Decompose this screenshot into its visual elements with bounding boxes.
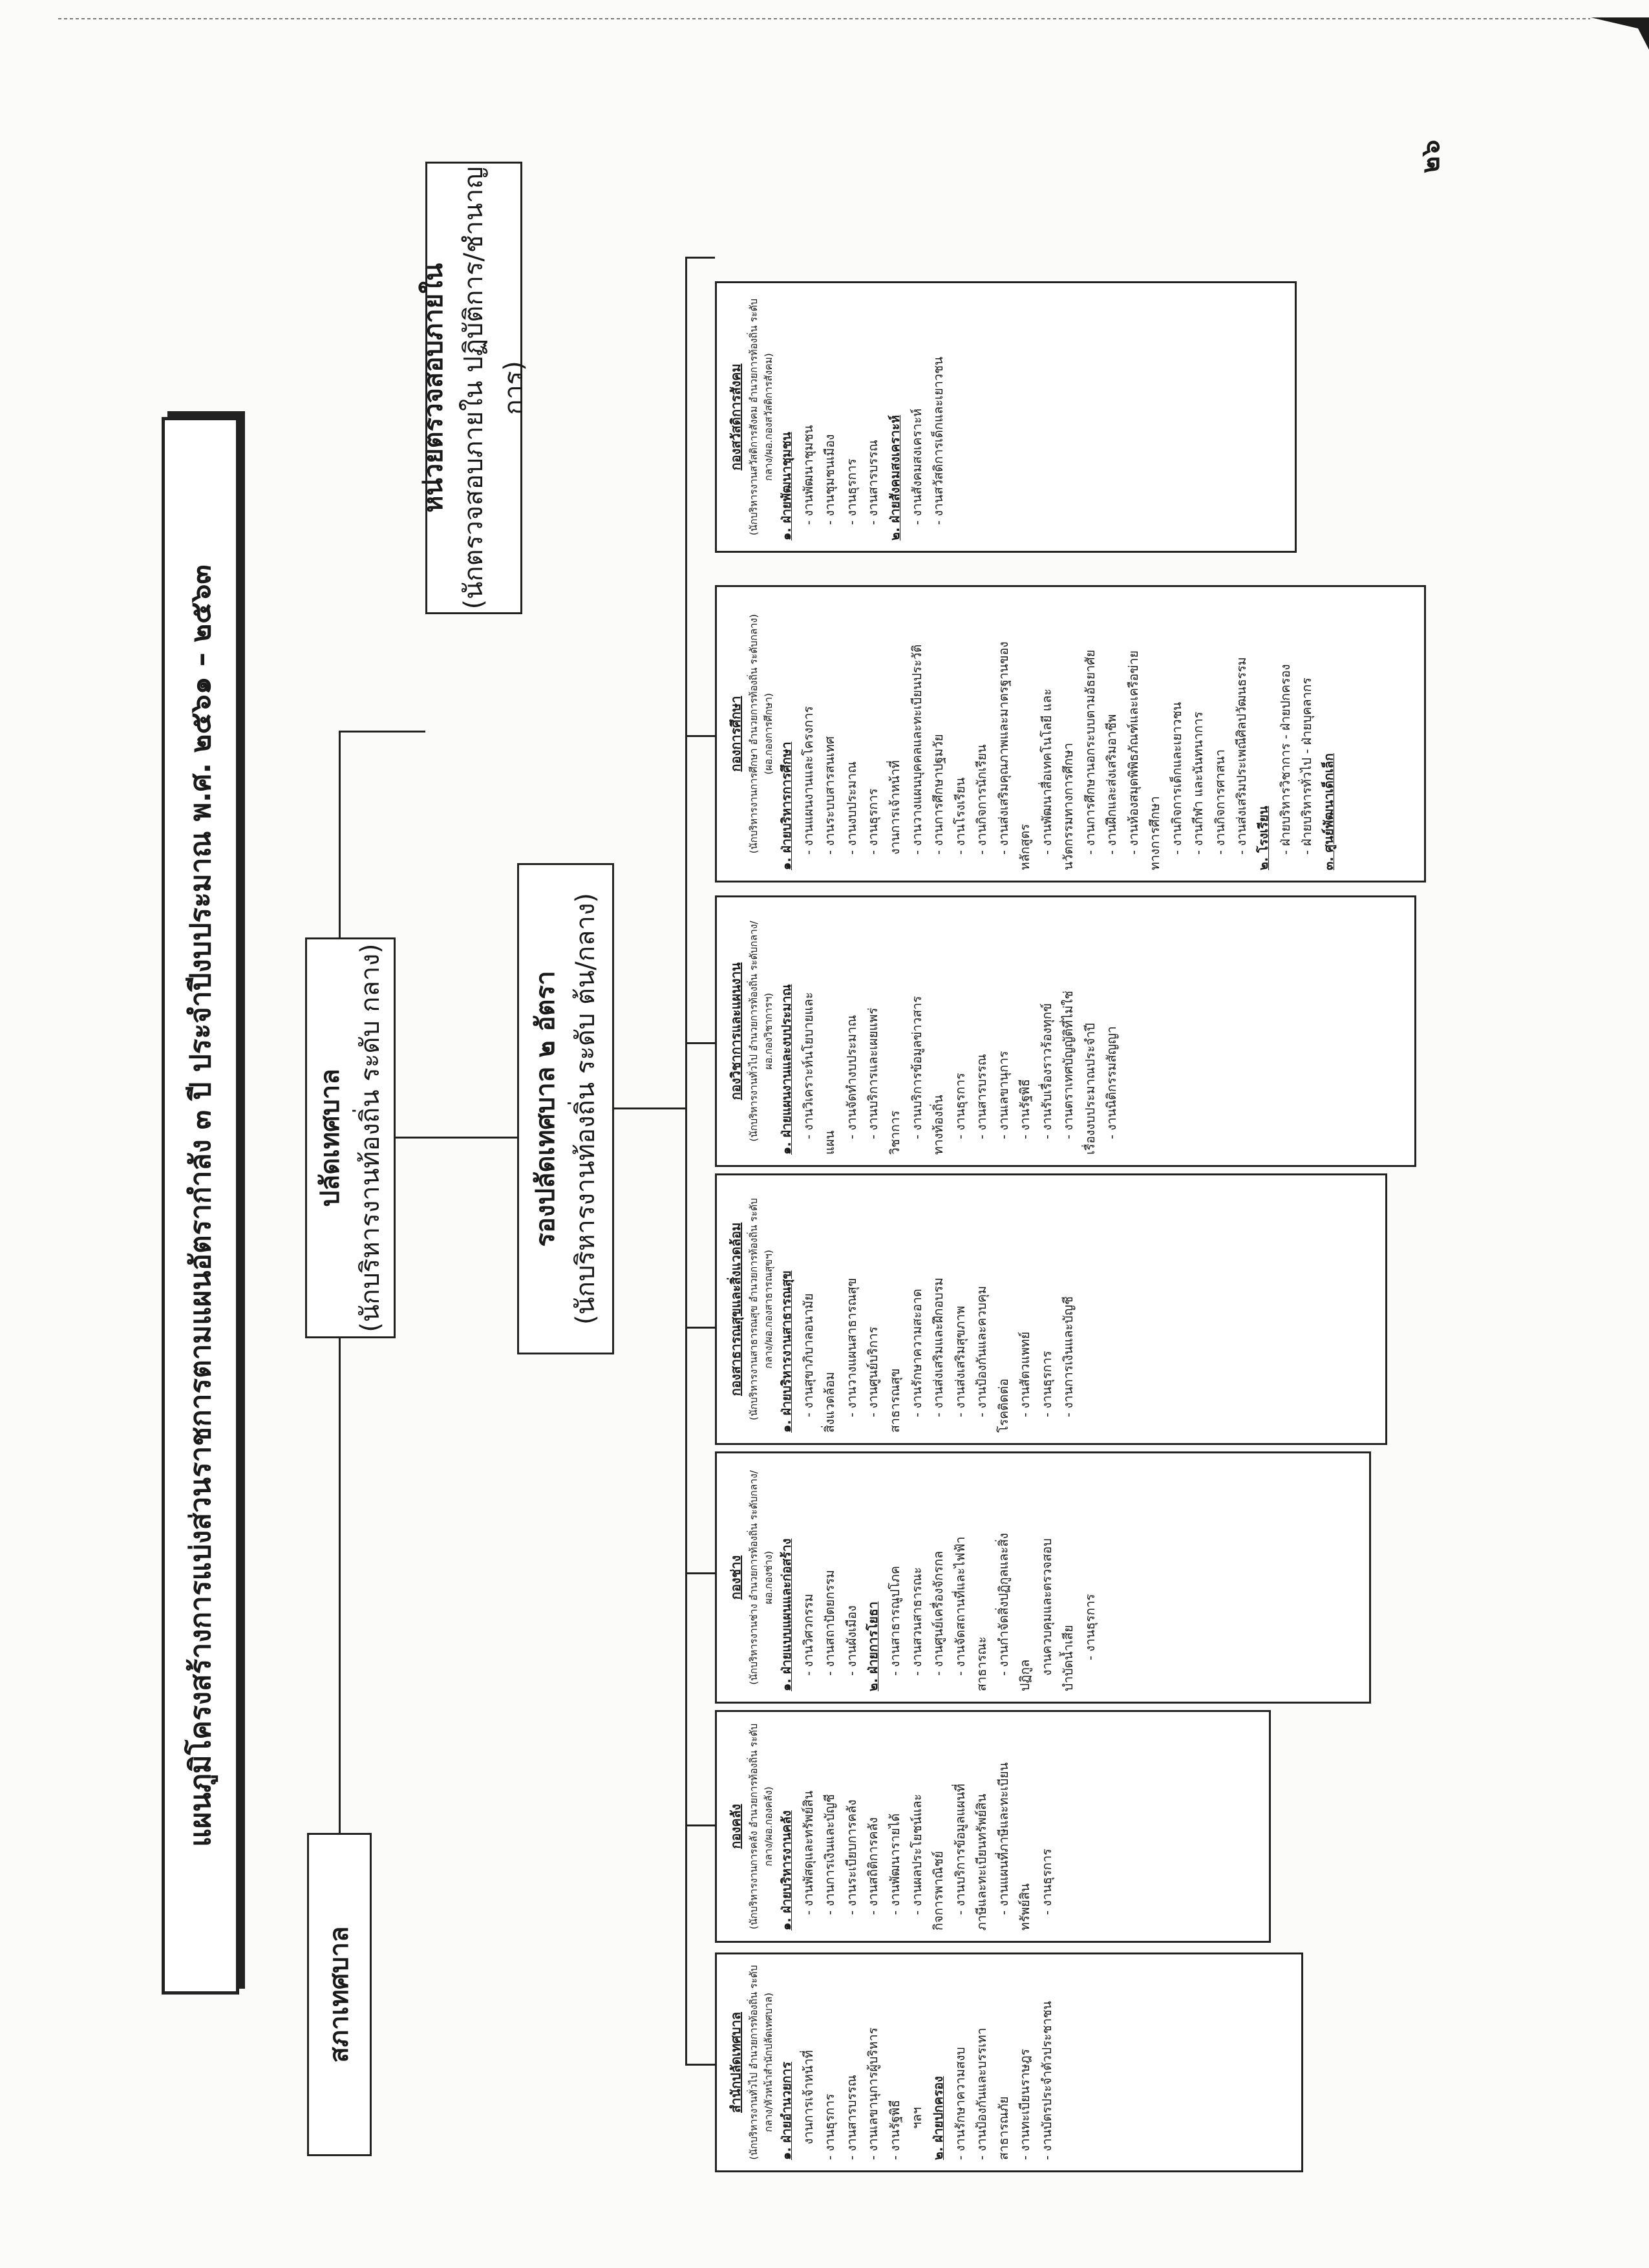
- task-item: - งานศูนย์เครื่องจักรกล: [931, 1550, 946, 1676]
- task-item: - งานสวนสาธารณะ: [909, 1567, 924, 1676]
- task-item: - งานธุรการ: [1082, 1594, 1098, 1660]
- dept-heading: กองคลัง: [728, 1804, 743, 1849]
- dept-heading: สำนักปลัดเทศบาล: [728, 2011, 743, 2113]
- task-item: ปฏิกูล: [1017, 1659, 1033, 1691]
- dept-public-health: [715, 1173, 1387, 1445]
- task-item: - งานโรงเรียน: [952, 777, 968, 855]
- section-heading: ๒. ฝ่ายการโยธา: [866, 1601, 881, 1691]
- task-item: สาธารณภัย: [995, 2096, 1011, 2160]
- task-item: - งานป้องกันและควบคุม: [974, 1285, 990, 1417]
- task-item: ทรัพย์สิน: [1017, 1883, 1033, 1931]
- task-item: - งานวิศวกรรม: [800, 1594, 816, 1676]
- task-item: - งานส่งเสริมและฝึกอบรม: [931, 1278, 946, 1417]
- task-item: - งานวิเคราะห์นโยบายและ: [800, 992, 816, 1139]
- task-item: - งานรัฐพิธี: [1017, 1078, 1033, 1139]
- deputy-subtitle: (นักบริหารงานท้องถิ่น ระดับ ต้น/กลาง): [571, 892, 601, 1325]
- section-heading: ๑. ฝ่ายแบบแผนและก่อสร้าง: [779, 1538, 794, 1691]
- task-item: - งานเลขานุการ: [995, 1051, 1011, 1139]
- task-item: - งานผังเมือง: [844, 1605, 859, 1676]
- palad-deputy-line: [396, 1137, 517, 1139]
- task-item: - งานพัฒนาสื่อเทคโนโลยี และ: [1039, 689, 1054, 855]
- task-item: หลักสูตร: [1017, 824, 1033, 870]
- drop-4: [685, 1327, 715, 1329]
- task-item: - งานระบบสารสนเทศ: [822, 736, 838, 855]
- palad-subtitle: (นักบริหารงานท้องถิ่น ระดับ กลาง): [356, 943, 385, 1332]
- drop-1: [685, 2064, 715, 2066]
- drop-7: [685, 257, 715, 259]
- task-item: - งานธุรการ: [1039, 1848, 1054, 1915]
- dept-subheading: (นักบริหารงานสวัสดิการสังคม อำนวยการท้องถิ่น ระดับกลาง/ผอ.กองสวัสดิการสังคม): [748, 298, 774, 536]
- task-item: - งานธุรการ: [952, 1073, 968, 1139]
- dept-subheading: (นักบริหารงานทั่วไป อำนวยการท้องถิ่น ระดับกลาง/หัวหน้าสำนักปลัดเทศบาล): [748, 1965, 774, 2160]
- task-item: - งานกำจัดสิ่งปฏิกูลและสิ่ง: [995, 1533, 1011, 1676]
- task-item: โรคติดต่อ: [995, 1378, 1011, 1433]
- task-item: ทางการศึกษา: [1147, 796, 1163, 870]
- task-item: - ฝ่ายบริหารวิชาการ - ฝ่ายปกครอง: [1277, 664, 1293, 855]
- scan-top-edge: [58, 18, 1590, 19]
- task-item: นวัตกรรมทางการศึกษา: [1061, 742, 1076, 870]
- audit-box: [419, 162, 529, 614]
- task-item: - งานธุรการ: [844, 458, 859, 525]
- task-item: - งานกิจการศาสนา: [1212, 749, 1228, 855]
- task-item: - งานงบประมาณ: [844, 761, 859, 855]
- section-heading: ๒. โรงเรียน: [1256, 806, 1271, 870]
- task-item: - งานผลประโยชน์และ: [909, 1793, 924, 1915]
- dept-social-welfare: [715, 281, 1297, 553]
- task-item: - งานสาธารณูปโภค: [887, 1565, 902, 1676]
- task-item: - ฝ่ายบริหารทั่วไป - ฝ่ายบุคลากร: [1299, 678, 1315, 855]
- task-item: ทางท้องถิ่น: [931, 1095, 946, 1155]
- section-heading: ๑. ฝ่ายอำนวยการ: [779, 2062, 794, 2160]
- drop-6: [685, 735, 715, 737]
- task-item: บำบัดน้ำเสีย: [1061, 1625, 1076, 1691]
- deputy-bus-line: [614, 1107, 686, 1109]
- task-item: - งานส่งเสริมประเพณีศิลปวัฒนธรรม: [1234, 657, 1250, 855]
- task-item: - งานการศึกษาปฐมวัย: [931, 734, 946, 855]
- palad-box: [305, 937, 396, 1338]
- task-item: - งานการเงินและบัญชี: [1061, 1296, 1076, 1417]
- section-heading: ๑. ฝ่ายบริหารการศึกษา: [779, 742, 794, 870]
- deputy-title: รองปลัดเทศบาล ๒ อัตรา: [531, 970, 560, 1247]
- task-item: - งานพัฒนาชุมชน: [800, 425, 816, 525]
- chart-title: แผนภูมิโครงสร้างการแบ่งส่วนราชการตามแผนอัตรากำลัง ๓ ปี ประจำปีงบประมาณ พ.ศ. ๒๕๖๑ – ๒๕๖๓: [162, 417, 239, 1995]
- task-item: - งานจัดสถานที่และไฟฟ้า: [952, 1536, 968, 1676]
- dept-heading: กองสวัสดิการสังคม: [728, 363, 743, 471]
- dept-education: [715, 585, 1426, 883]
- task-item: สาธารณสุข: [887, 1368, 902, 1433]
- task-item: - งานการศึกษานอกระบบตามอัธยาศัย: [1082, 649, 1098, 855]
- dept-finance: [715, 1710, 1271, 1943]
- task-item: - งานสถาปัตยกรรม: [822, 1570, 838, 1676]
- task-item: - งานศูนย์บริการ: [866, 1326, 881, 1417]
- task-item: - งานพัฒนารายได้: [887, 1813, 902, 1915]
- org-chart: [162, 165, 1610, 2195]
- task-item: - งานธุรการ: [822, 2093, 838, 2160]
- task-item: ฯลฯ: [909, 2107, 924, 2129]
- section-heading: ๑. ฝ่ายพัฒนาชุมชน: [779, 432, 794, 540]
- palad-title: ปลัดเทศบาล: [315, 1069, 345, 1207]
- task-item: - งานป้องกันและบรรเทา: [974, 2027, 990, 2160]
- council-label: สภาเทศบาล: [324, 1926, 354, 2063]
- drop-3: [685, 1572, 715, 1574]
- task-item: - งานฝึกและส่งเสริมอาชีพ: [1104, 714, 1120, 855]
- task-item: - งานระเบียบการคลัง: [844, 1799, 859, 1915]
- task-item: - งานสารบรรณ: [974, 1054, 990, 1139]
- task-item: แผน: [822, 1130, 838, 1155]
- dept-heading: กองวิชาการและแผนงาน: [728, 962, 743, 1100]
- task-item: - งานรักษาความสะอาด: [909, 1289, 924, 1417]
- audit-title: หน่วยตรวจสอบภายใน: [419, 263, 449, 513]
- drop-2: [685, 1824, 715, 1826]
- task-item: งานควบคุมและตรวจสอบ: [1039, 1538, 1054, 1676]
- task-item: - งานสุขาภิบาลอนามัย: [800, 1293, 816, 1417]
- dept-heading: กองการศึกษา: [728, 696, 743, 772]
- task-item: กิจการพาณิชย์: [931, 1850, 946, 1931]
- dept-heading: กองช่าง: [728, 1555, 743, 1600]
- task-item: - งานพัสดุและทรัพย์สิน: [800, 1790, 816, 1915]
- section-heading: ๒. ฝ่ายสังคมสงเคราะห์: [887, 414, 902, 540]
- task-item: - งานกีฬา และนันทนาการ: [1191, 711, 1206, 855]
- task-item: - งานตราเทศบัญญัติที่ไม่ใช่: [1061, 990, 1076, 1139]
- drop-5: [685, 1042, 715, 1044]
- dept-engineering: [715, 1451, 1371, 1704]
- task-item: - งานเลขานุการผู้บริหาร: [866, 2027, 881, 2160]
- dept-office-of-palad: [715, 1952, 1303, 2172]
- task-item: - งานห้องสมุดพิพิธภัณฑ์และเครือข่าย: [1125, 650, 1141, 855]
- task-item: งานการเจ้าหน้าที่: [800, 2049, 816, 2145]
- dept-subheading: (นักบริหารงานทั่วไป อำนวยการท้องถิ่น ระดับกลาง/ผอ.กองวิชาการฯ): [748, 921, 774, 1142]
- deputy-box: [517, 863, 614, 1354]
- corner-fold-mark: [1588, 14, 1649, 53]
- task-item: - งานสารบรรณ: [844, 2075, 859, 2160]
- page-number: ๒๖: [1416, 140, 1445, 173]
- task-item: - งานสวัสดิการเด็กและเยาวชน: [931, 356, 946, 525]
- section-heading: ๑. ฝ่ายแผนงานและงบประมาณ: [779, 984, 794, 1155]
- task-item: - งานธุรการ: [866, 788, 881, 855]
- task-item: - งานสารบรรณ: [866, 440, 881, 525]
- task-item: - งานสังคมสงเคราะห์: [909, 408, 924, 525]
- task-item: - งานนิติกรรมสัญญา: [1104, 1026, 1120, 1139]
- task-item: - งานรักษาความสงบ: [952, 2047, 968, 2160]
- task-item: - งานการเงินและบัญชี: [822, 1793, 838, 1915]
- task-item: - งานวางแผนบุคคลและทะเบียนประวัติ: [909, 644, 924, 855]
- dept-academic-planning: [715, 895, 1416, 1167]
- palad-audit-line: [339, 731, 341, 937]
- task-item: - งานแผนงานและโครงการ: [800, 706, 816, 855]
- task-item: สาธารณะ: [974, 1636, 990, 1691]
- audit-subtitle: (นักตรวจสอบภายใน ปฏิบัติการ/ชำนาญการ): [459, 166, 529, 610]
- task-item: - งานส่งเสริมคุณภาพและมาตรฐานของ: [995, 641, 1011, 855]
- task-item: - งานแผนที่ภาษีและทะเบียน: [995, 1762, 1011, 1915]
- task-item: - งานจัดทำงบประมาณ: [844, 1014, 859, 1139]
- section-heading: ๓. ศูนย์พัฒนาเด็กเล็ก: [1321, 753, 1336, 870]
- task-item: - งานสัตวแพทย์: [1017, 1331, 1033, 1417]
- dept-subheading: (นักบริหารงานสาธารณสุข อำนวยการท้องถิ่น ระดับกลาง/ผอ.กองสาธารณสุขฯ): [748, 1198, 774, 1420]
- section-heading: ๑. ฝ่ายบริหารงานคลัง: [779, 1810, 794, 1931]
- task-item: - งานบริการข้อมูลข่าวสาร: [909, 996, 924, 1139]
- task-item: - งานกิจการนักเรียน: [974, 744, 990, 855]
- task-item: - งานรัฐพิธี: [887, 2099, 902, 2160]
- audit-vertical-line: [339, 731, 425, 733]
- task-item: เรื่องงบประมาณประจำปี: [1082, 1023, 1098, 1155]
- task-item: - งานชุมชนเมือง: [822, 434, 838, 525]
- task-item: ภาษีและทะเบียนทรัพย์สิน: [974, 1793, 990, 1931]
- task-item: สิ่งแวดล้อม: [822, 1371, 838, 1433]
- task-item: - งานวางแผนสาธารณสุข: [844, 1278, 859, 1417]
- task-item: - งานทะเบียนราษฎร: [1017, 2048, 1033, 2160]
- section-heading: ๑. ฝ่ายบริหารงานสาธารณสุข: [779, 1270, 794, 1433]
- task-item: งานการเจ้าหน้าที่: [887, 760, 902, 855]
- dept-heading: กองสาธารณสุขและสิ่งแวดล้อม: [728, 1222, 743, 1396]
- task-item: - งานกิจการเด็กและเยาวชน: [1169, 701, 1184, 855]
- task-item: - งานสถิติการคลัง: [866, 1817, 881, 1915]
- council-palad-line: [339, 1338, 341, 1833]
- council-box: [307, 1833, 372, 2156]
- dept-subheading: (นักบริหารงานช่าง อำนวยการท้องถิ่น ระดับกลาง/ผอ.กองช่าง): [748, 1470, 774, 1685]
- dept-subheading: (นักบริหารงานการคลัง อำนวยการท้องถิ่น ระดับกลาง/ผอ.กองคลัง): [748, 1723, 774, 1930]
- dept-subheading: (นักบริหารงานการศึกษา อำนวยการท้องถิ่น ระดับกลาง) (ผอ.กองการศึกษา): [748, 614, 774, 854]
- dept-bus-line: [685, 259, 687, 2066]
- task-item: - งานบริการข้อมูลแผนที่: [952, 1783, 968, 1915]
- task-item: วิชาการ: [887, 1110, 902, 1155]
- task-item: - งานรับเรื่องราวร้องทุกข์: [1039, 1003, 1054, 1139]
- task-item: - งานธุรการ: [1039, 1351, 1054, 1417]
- section-heading: ๒. ฝ่ายปกครอง: [931, 2076, 946, 2160]
- task-item: - งานส่งเสริมสุขภาพ: [952, 1305, 968, 1417]
- task-item: - งานบริการและเผยแพร่: [866, 1007, 881, 1139]
- task-item: - งานบัตรประจำตัวประชาชน: [1039, 2001, 1054, 2160]
